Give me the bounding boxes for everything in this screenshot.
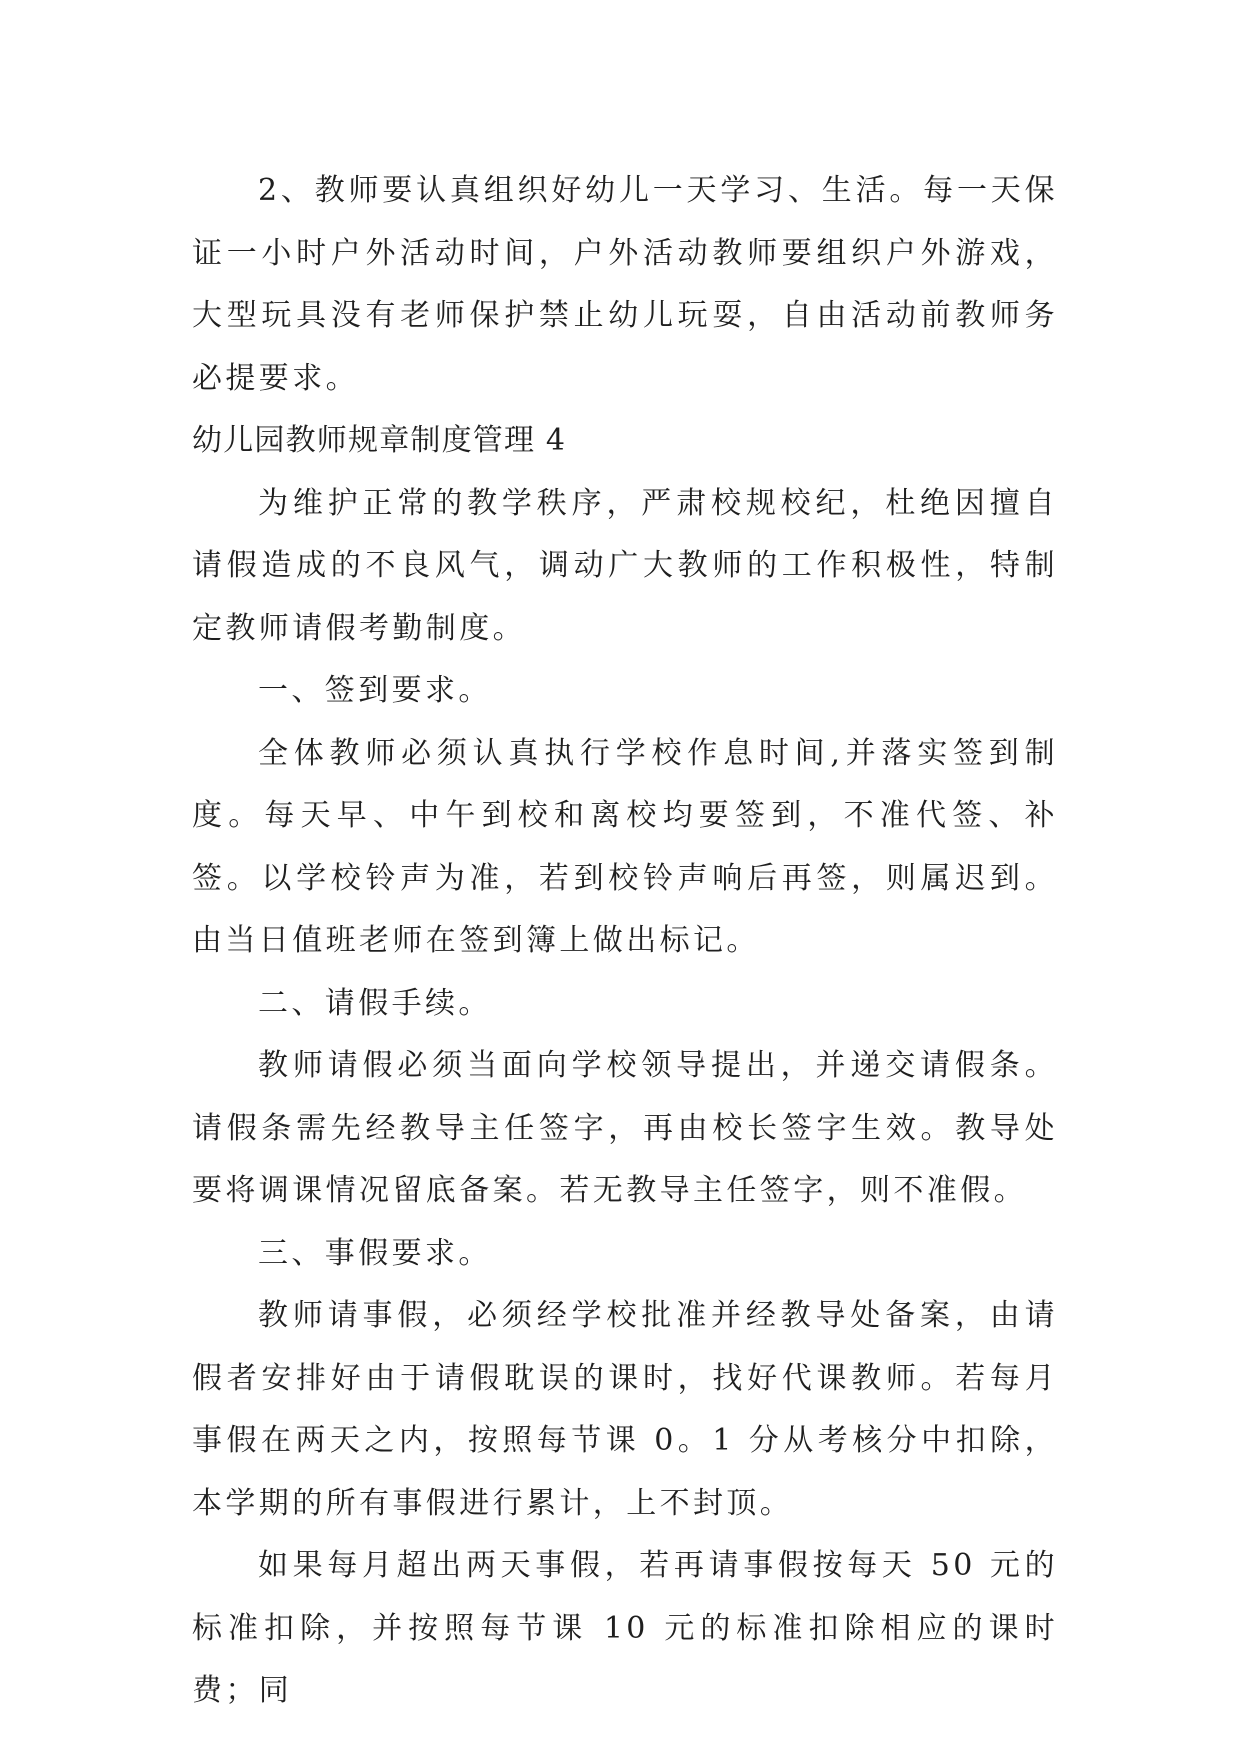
paragraph-sign-in: 全体教师必须认真执行学校作息时间,并落实签到制度。每天早、中午到校和离校均要签到，不准代签、补签。以学校铃声为准，若到校铃声响后再签，则属迟到。由当日值班老师在签到簿上做出标记。 bbox=[192, 735, 1058, 958]
subheading-leave-procedure: 二、请假手续。 bbox=[258, 985, 492, 1021]
subheading-personal-leave: 三、事假要求。 bbox=[258, 1235, 492, 1271]
subheading-sign-in: 一、签到要求。 bbox=[258, 673, 492, 708]
paragraph-daily-activities: 2、教师要认真组织好幼儿一天学习、生活。每一天保证一小时户外活动时间，户外活动教师要组织户外游戏，大型玩具没有老师保护禁止幼儿玩耍，自由活动前教师务必提要求。 bbox=[192, 173, 1058, 396]
paragraph-excess-leave: 如果每月超出两天事假，若再请事假按每天 50 元的标准扣除，并按照每节课 10 元的标准扣除相应的课时费；同 bbox=[192, 1548, 1058, 1708]
document-body bbox=[192, 160, 1058, 1723]
section-heading: 幼儿园教师规章制度管理 4 bbox=[192, 423, 567, 458]
paragraph-personal-leave: 教师请事假，必须经学校批准并经教导处备案，由请假者安排好由于请假耽误的课时，找好代课教师。若每月事假在两天之内，按照每节课 0。1 分从考核分中扣除，本学期的所有事假进行累计，上不封顶。 bbox=[192, 1298, 1058, 1521]
paragraph-intro: 为维护正常的教学秩序，严肃校规校纪，杜绝因擅自请假造成的不良风气，调动广大教师的工作积极性，特制定教师请假考勤制度。 bbox=[192, 485, 1058, 646]
paragraph-leave-procedure: 教师请假必须当面向学校领导提出，并递交请假条。请假条需先经教导主任签字，再由校长签字生效。教导处要将调课情况留底备案。若无教导主任签字，则不准假。 bbox=[192, 1048, 1058, 1208]
